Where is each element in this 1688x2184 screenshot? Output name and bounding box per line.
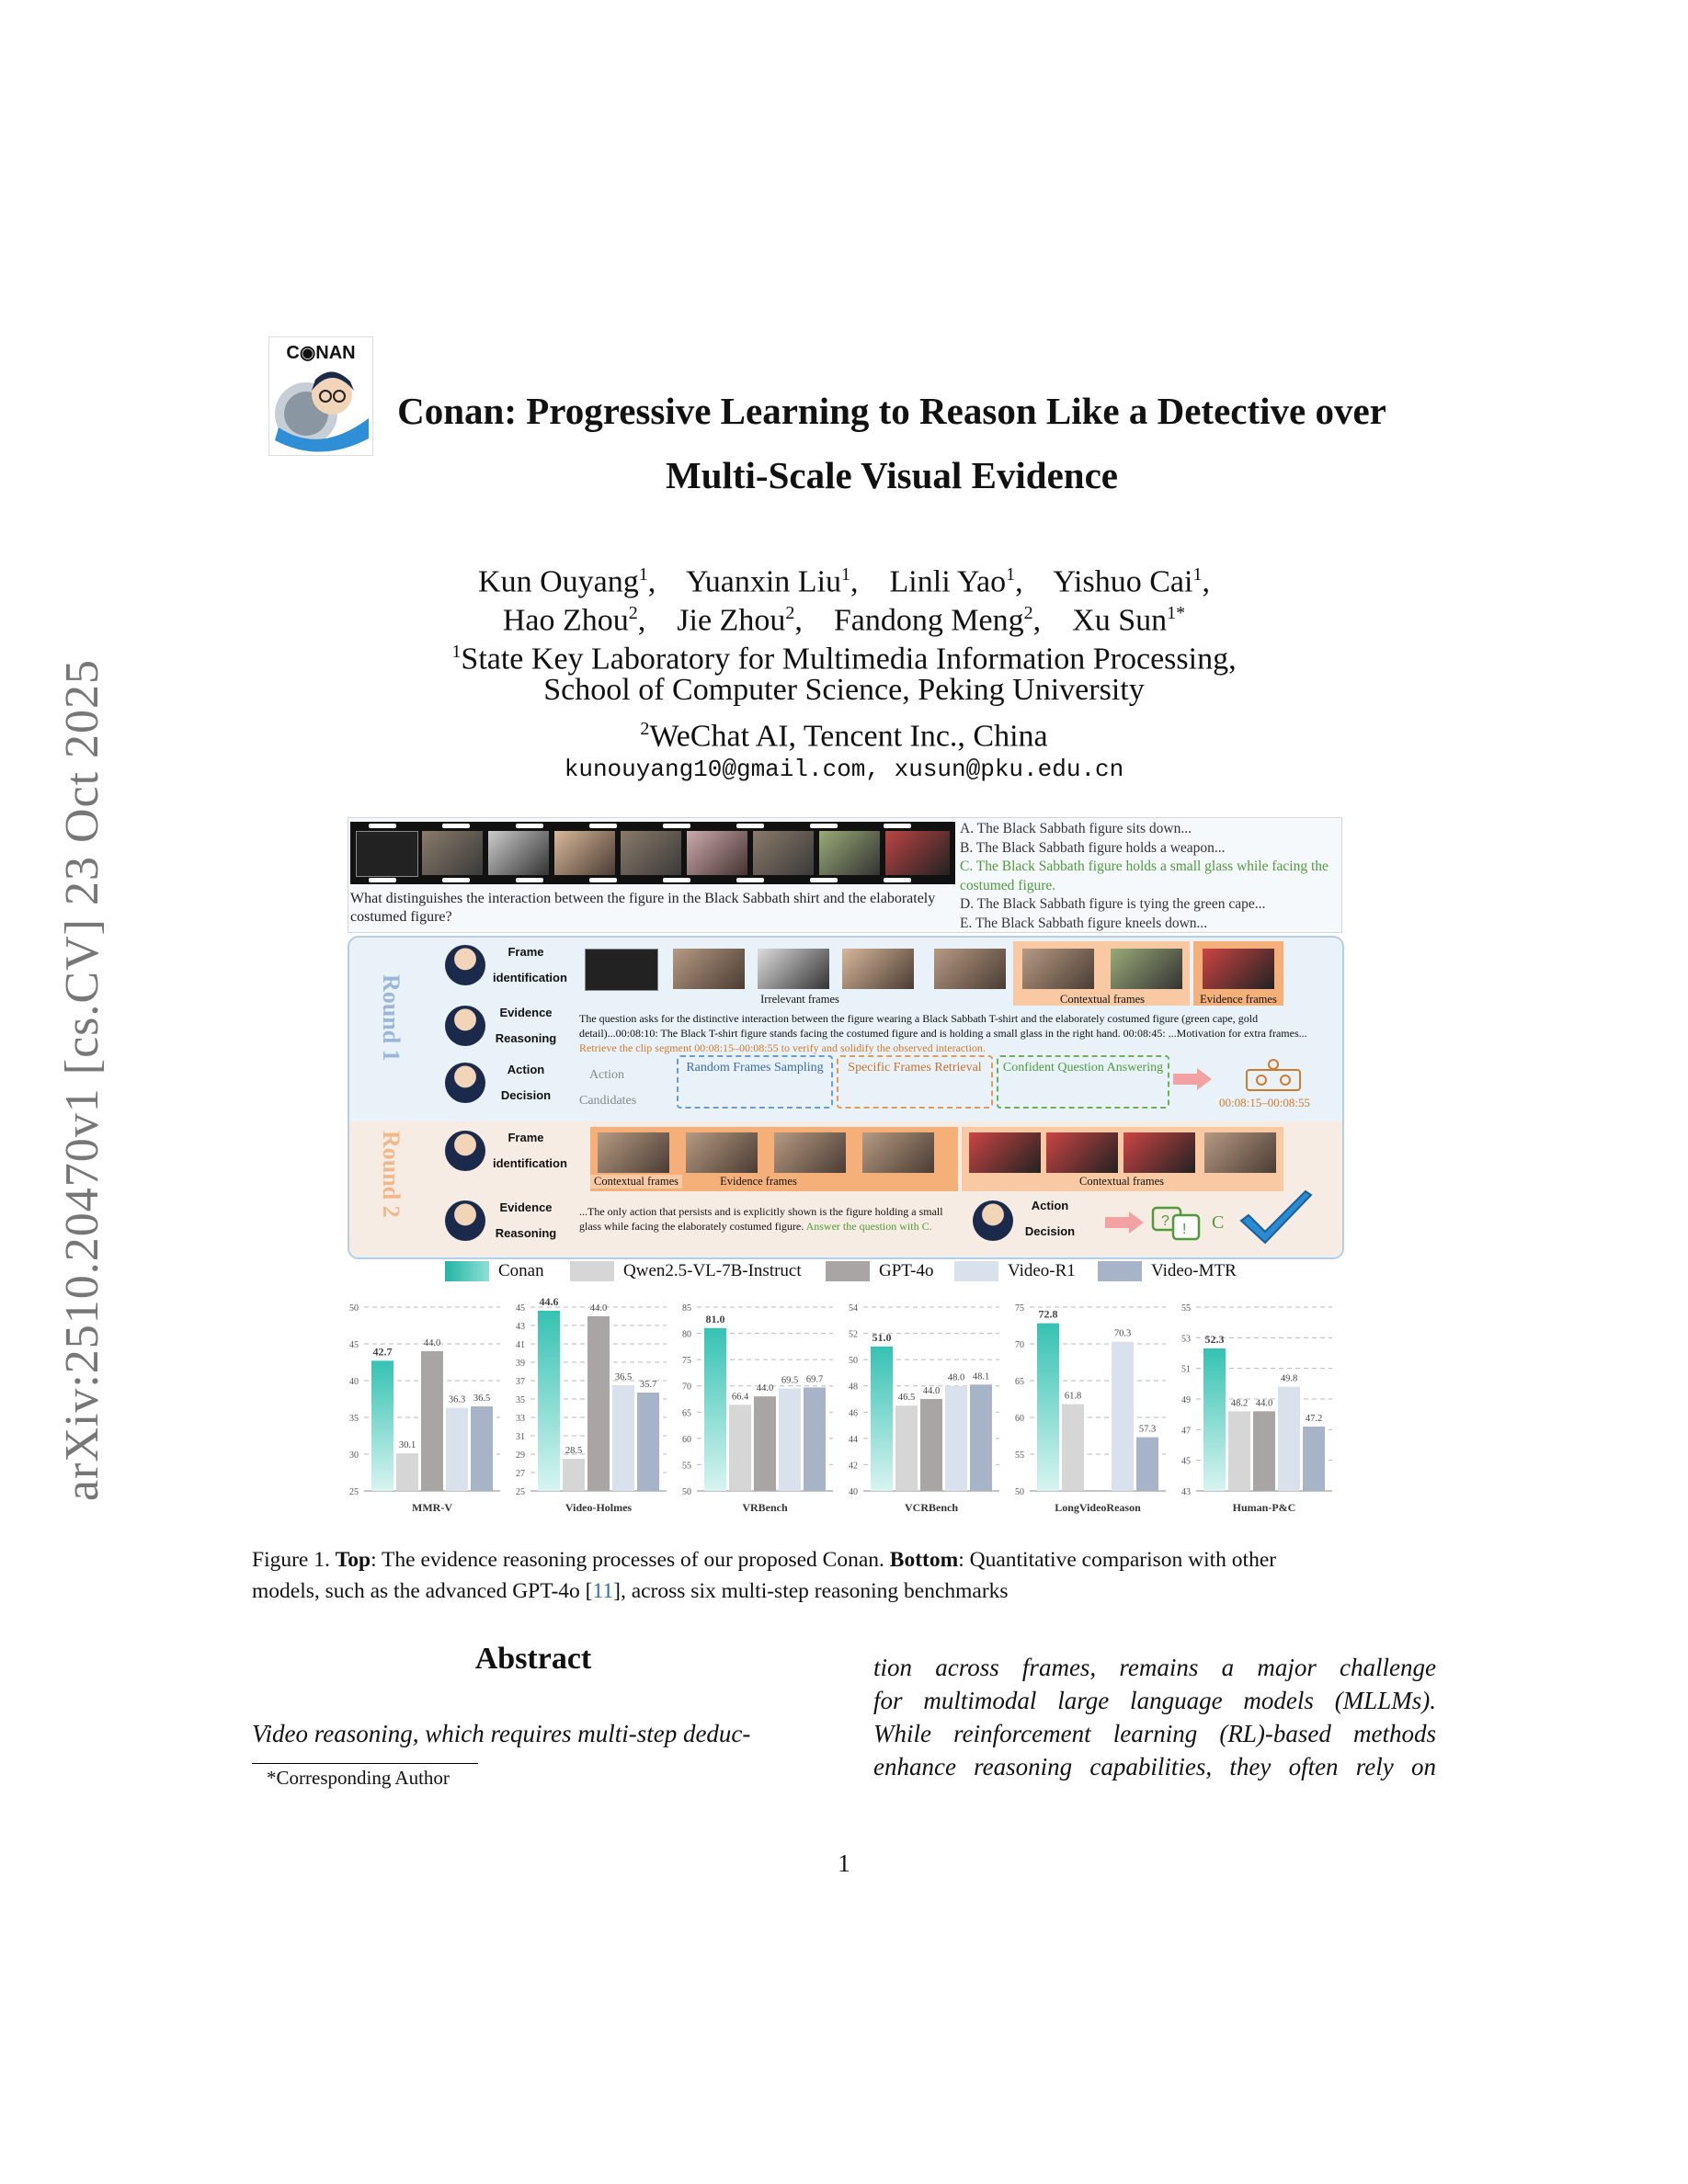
y-tick-label: 65	[1015, 1377, 1024, 1387]
y-tick-label: 49	[1181, 1395, 1191, 1405]
film-frame	[488, 831, 549, 875]
option-c-correct: C. The Black Sabbath figure holds a small glass while facing the costumed figure.	[960, 859, 1329, 893]
film-frame	[819, 831, 880, 875]
author-name: Hao Zhou	[502, 603, 629, 638]
bar-video-mtr	[970, 1384, 992, 1491]
author-aff: 1	[1006, 564, 1016, 585]
answer-letter: C	[1212, 1212, 1225, 1233]
arrow-right-icon	[1173, 1068, 1214, 1090]
y-tick-label: 50	[682, 1487, 691, 1497]
bar-qwen2-5-vl-7b-instruct	[729, 1405, 751, 1491]
frame-thumb	[842, 949, 914, 989]
detective-avatar-icon	[445, 1006, 485, 1046]
bar-gpt-4o	[587, 1316, 610, 1491]
citation-link[interactable]: 11	[592, 1579, 614, 1603]
bar-qwen2-5-vl-7b-instruct	[396, 1453, 418, 1491]
frame-thumb	[673, 949, 745, 989]
detective-avatar-icon	[445, 1200, 485, 1241]
abstract-heading: Abstract	[474, 1642, 592, 1676]
legend-label: Video-R1	[1008, 1261, 1076, 1280]
frame-identification-label: Frame identification	[493, 945, 567, 984]
action-candidates-label: Action Candidates	[579, 1068, 637, 1108]
frame-thumb	[585, 949, 658, 991]
abstract-line: tion across frames, remains a major challenge	[873, 1654, 1436, 1681]
footnote: *Corresponding Author	[267, 1767, 450, 1789]
y-tick-label: 60	[1015, 1414, 1024, 1424]
paper-title	[349, 379, 1434, 507]
film-frame	[687, 831, 747, 875]
reasoning-highlight: Answer the question with C.	[805, 1220, 932, 1233]
data-label: 44.0	[1255, 1398, 1273, 1409]
affiliation-1-line-1: $^1$State Key Laboratory for Multimedia Information Processing,	[451, 642, 1237, 677]
reasoning-highlight: Retrieve the clip segment 00:08:15–00:08:55 to verify and solidify the observed interaction.	[579, 1041, 986, 1054]
data-label: 44.0	[589, 1303, 608, 1314]
y-tick-label: 40	[849, 1487, 858, 1497]
title-line-1: Conan: Progressive Learning to Reason Like a Detective over	[397, 390, 1386, 432]
data-label: 57.3	[1138, 1424, 1157, 1435]
y-tick-label: 43	[1181, 1487, 1191, 1497]
bar-video-mtr	[471, 1406, 493, 1491]
x-axis-label: Video-Holmes	[565, 1501, 633, 1514]
svg-text:?: ?	[1161, 1213, 1169, 1229]
data-label: 70.3	[1113, 1328, 1132, 1339]
y-tick-label: 29	[516, 1450, 525, 1461]
reasoning-panel	[348, 936, 1344, 1259]
bar-qwen2-5-vl-7b-instruct	[563, 1459, 585, 1491]
detective-avatar-icon	[445, 1063, 485, 1103]
page-number: 1	[838, 1849, 850, 1877]
frame-thumb	[934, 949, 1006, 989]
author-aff: 2	[1023, 603, 1033, 623]
footnote-rule	[252, 1763, 478, 1764]
authors-line-2: Hao Zhou$^2$, Jie Zhou$^2$, Fandong Meng$^2$, Xu Sun$^{1*}$	[502, 603, 1186, 638]
bar-gpt-4o	[1253, 1411, 1275, 1491]
frame-identification-label: Frame identification	[493, 1131, 567, 1170]
option-e: E. The Black Sabbath figure kneels down...	[960, 915, 1208, 931]
affiliation-text: WeChat AI, Tencent Inc., China	[649, 719, 1048, 754]
bar-conan	[871, 1347, 893, 1491]
author-aff: 1	[1192, 564, 1203, 585]
bar-gpt-4o	[920, 1399, 942, 1491]
reasoning-text: The question asks for the distinctive interaction between the figure wearing a Black Sabbath T-shirt and the elaborately costumed figure (green cape, gold detail)...00:08:10: The Black T-shirt figure stands facing the costumed figure and is holding a small glass in the right hand. 00:08:45: ...Motivation for extra frames...	[579, 1012, 1307, 1040]
frame-thumb	[686, 1132, 758, 1173]
legend-item	[445, 1261, 544, 1281]
y-tick-label: 50	[1015, 1487, 1024, 1497]
author-name: Fandong Meng	[833, 603, 1024, 638]
option-b: B. The Black Sabbath figure holds a weapon...	[960, 839, 1226, 856]
question-text: What distinguishes the interaction between the figure in the Black Sabbath shirt and the elaborately costumed figure?	[350, 891, 936, 925]
round-2-label: Round 2	[378, 1131, 405, 1218]
caption-bottom-bold: Bottom	[889, 1548, 959, 1572]
author-name: Linli Yao	[889, 564, 1007, 599]
bar-video-r1	[446, 1408, 468, 1491]
frame-thumb	[1022, 949, 1094, 989]
data-label: 35.7	[639, 1380, 657, 1390]
data-label: 36.5	[614, 1372, 633, 1382]
caption-text: : Quantitative comparison with other	[958, 1548, 1277, 1572]
data-label: 48.0	[947, 1372, 965, 1383]
bar-video-mtr	[1136, 1438, 1158, 1491]
frame-thumb	[969, 1132, 1041, 1173]
y-tick-label: 31	[516, 1432, 525, 1442]
y-tick-label: 25	[516, 1487, 525, 1497]
bar-conan	[1203, 1348, 1226, 1491]
evidence-frames-label: Evidence frames	[1200, 993, 1277, 1006]
legend-item	[826, 1261, 933, 1281]
legend-item	[570, 1261, 802, 1281]
specific-frames-retrieval-box: Specific Frames Retrieval	[837, 1055, 993, 1109]
bar-video-r1	[1278, 1387, 1300, 1491]
film-frame	[753, 831, 814, 875]
figure-caption-line-1	[252, 1544, 1436, 1575]
detective-avatar-icon	[445, 1131, 485, 1171]
y-tick-label: 45	[349, 1340, 359, 1350]
bar-conan	[538, 1311, 560, 1491]
y-tick-label: 25	[349, 1487, 359, 1497]
y-tick-label: 65	[682, 1408, 691, 1419]
data-label: 48.2	[1230, 1398, 1249, 1409]
bar-conan	[371, 1360, 393, 1491]
title-line-2: Multi-Scale Visual Evidence	[666, 454, 1118, 496]
bar-video-mtr	[1303, 1427, 1325, 1491]
frame-thumb	[774, 1132, 846, 1173]
film-frame	[554, 831, 615, 875]
film-frame	[885, 831, 950, 875]
legend-swatch	[1098, 1261, 1142, 1281]
author-aff: 1*	[1167, 603, 1186, 623]
data-label: 69.5	[781, 1375, 799, 1386]
data-label: 52.3	[1204, 1333, 1225, 1346]
action-decision-label: Action Decision	[500, 1063, 552, 1102]
affiliation-1-line-2: School of Computer Science, Peking University	[543, 673, 1145, 707]
data-label: 61.8	[1064, 1391, 1082, 1402]
author-name: Yuanxin Liu	[685, 564, 842, 599]
data-label: 46.5	[897, 1393, 916, 1404]
random-frames-sampling-box: Random Frames Sampling	[677, 1055, 833, 1109]
abstract-left-column: Video reasoning, which requires multi-step deduc-	[252, 1720, 751, 1747]
author-aff: 1	[638, 564, 648, 585]
y-tick-label: 44	[849, 1434, 858, 1445]
frame-thumb	[1111, 949, 1182, 989]
author-aff: 2	[785, 603, 795, 623]
x-axis-label: LongVideoReason	[1055, 1501, 1141, 1514]
emails: kunouyang10@gmail.com, xusun@pku.edu.cn	[564, 756, 1124, 783]
y-tick-label: 70	[682, 1382, 691, 1393]
legend-item	[1098, 1261, 1237, 1281]
data-label: 44.0	[922, 1386, 941, 1396]
y-tick-label: 37	[516, 1377, 525, 1387]
y-tick-label: 35	[516, 1395, 525, 1405]
contextual-frames-label: Contextual frames	[1060, 993, 1145, 1006]
data-label: 72.8	[1038, 1307, 1058, 1321]
bar-gpt-4o	[421, 1351, 443, 1491]
abstract-line: enhance reasoning capabilities, they often rely on	[873, 1753, 1436, 1780]
affiliation-2: $^2$WeChat AI, Tencent Inc., China	[640, 719, 1048, 754]
detective-avatar-icon	[445, 945, 485, 985]
frame-thumb	[758, 949, 829, 989]
legend-swatch	[826, 1261, 870, 1281]
action-decision-label: Action Decision	[1024, 1199, 1076, 1238]
authors-line-1: Kun Ouyang$^1$, Yuanxin Liu$^1$, Linli Yao$^1$, Yishuo Cai$^1$,	[478, 564, 1210, 599]
round1-reasoning-text	[579, 1011, 1315, 1055]
caption-text: models, such as the advanced GPT-4o [	[252, 1579, 593, 1603]
contextual-frames-label: Contextual frames	[1079, 1175, 1164, 1188]
y-tick-label: 41	[516, 1340, 525, 1350]
legend-label: Video-MTR	[1151, 1261, 1237, 1280]
legend-label: Conan	[498, 1261, 544, 1280]
y-tick-label: 50	[349, 1303, 359, 1314]
reasoning-text: ...The only action that persists and is explicitly shown is the figure holding a small glass while facing the elaborately costumed figure.	[579, 1205, 943, 1233]
author-aff: 1	[841, 564, 851, 585]
frame-thumb	[1204, 1132, 1276, 1173]
bar-video-r1	[779, 1389, 801, 1491]
bar-video-r1	[1112, 1342, 1134, 1491]
y-tick-label: 85	[682, 1303, 691, 1314]
author-name: Kun Ouyang	[478, 564, 639, 599]
frame-thumb	[1123, 1132, 1195, 1173]
data-label: 48.1	[972, 1371, 990, 1382]
bar-video-r1	[612, 1385, 634, 1491]
y-tick-label: 54	[849, 1303, 858, 1314]
y-tick-label: 60	[682, 1434, 691, 1445]
frame-thumb	[1046, 1132, 1118, 1173]
bar-gpt-4o	[754, 1396, 776, 1491]
author-aff: 2	[628, 603, 638, 623]
y-tick-label: 50	[849, 1356, 858, 1367]
legend-label: Qwen2.5-VL-7B-Instruct	[623, 1261, 802, 1280]
data-label: 49.8	[1280, 1373, 1298, 1384]
frame-thumb	[1203, 949, 1274, 989]
y-tick-label: 55	[1015, 1450, 1024, 1461]
contextual-frames-label: Contextual frames	[590, 1175, 682, 1189]
y-tick-label: 80	[682, 1329, 691, 1340]
arxiv-identifier: arXiv:2510.20470v1 [cs.CV] 23 Oct 2025	[56, 658, 108, 1502]
y-tick-label: 55	[682, 1461, 691, 1472]
y-tick-label: 30	[349, 1450, 359, 1461]
data-label: 36.3	[448, 1394, 466, 1405]
y-tick-label: 27	[516, 1469, 525, 1479]
figure-caption-line-2	[252, 1575, 1436, 1607]
film-frame	[356, 831, 418, 877]
caption-text: : The evidence reasoning processes of our proposed Conan.	[371, 1548, 884, 1572]
film-frame	[422, 831, 483, 875]
x-axis-label: VRBench	[742, 1501, 788, 1514]
caption-label: Figure 1.	[252, 1548, 330, 1572]
data-label: 81.0	[705, 1312, 725, 1325]
bar-qwen2-5-vl-7b-instruct	[1062, 1405, 1084, 1491]
bar-conan	[704, 1328, 726, 1491]
y-tick-label: 51	[1181, 1364, 1191, 1375]
irrelevant-frames-label: Irrelevant frames	[760, 993, 839, 1006]
author-name: Xu Sun	[1072, 603, 1168, 638]
round2-reasoning-text	[579, 1204, 965, 1234]
y-tick-label: 75	[1015, 1303, 1024, 1314]
answer-options	[960, 820, 1339, 933]
legend-item	[954, 1261, 1076, 1281]
y-tick-label: 35	[349, 1414, 359, 1424]
abstract-line: While reinforcement learning (RL)-based methods	[873, 1720, 1436, 1747]
x-axis-label: VCRBench	[904, 1501, 959, 1514]
option-a: A. The Black Sabbath figure sits down...	[960, 821, 1192, 836]
legend-label: GPT-4o	[879, 1261, 934, 1280]
film-frame	[621, 831, 681, 875]
checkmark-icon	[1237, 1189, 1315, 1248]
y-tick-label: 46	[849, 1408, 858, 1419]
caption-top-bold: Top	[335, 1548, 371, 1572]
y-tick-label: 47	[1181, 1426, 1191, 1437]
logo-text: C◉NAN	[286, 343, 356, 363]
data-label: 51.0	[872, 1330, 892, 1344]
data-label: 42.7	[372, 1345, 393, 1359]
affiliation-text: State Key Laboratory for Multimedia Information Processing,	[461, 642, 1237, 677]
y-tick-label: 33	[516, 1414, 525, 1424]
arrow-right-icon	[1105, 1211, 1146, 1234]
chart-legend	[439, 1261, 1267, 1289]
bar-conan	[1037, 1324, 1059, 1491]
data-label: 28.5	[565, 1446, 583, 1456]
y-tick-label: 45	[1181, 1456, 1191, 1467]
author-name: Jie Zhou	[677, 603, 786, 638]
question-answer-icon	[1149, 1200, 1206, 1245]
bar-video-r1	[945, 1386, 967, 1491]
abstract-line: for multimodal large language models (MLLMs).	[873, 1687, 1436, 1714]
bar-video-mtr	[637, 1393, 659, 1491]
benchmark-bar-charts	[340, 1294, 1342, 1524]
y-tick-label: 53	[1181, 1334, 1191, 1345]
data-label: 47.2	[1305, 1414, 1323, 1424]
y-tick-label: 52	[849, 1329, 858, 1340]
legend-swatch	[570, 1261, 614, 1281]
y-tick-label: 70	[1015, 1340, 1024, 1350]
evidence-reasoning-label: Evidence Reasoning	[495, 1200, 557, 1240]
evidence-reasoning-label: Evidence Reasoning	[495, 1006, 557, 1045]
x-axis-label: MMR-V	[412, 1501, 452, 1514]
y-tick-label: 48	[849, 1382, 858, 1393]
frame-thumb	[598, 1132, 669, 1173]
data-label: 36.5	[473, 1393, 491, 1404]
option-d: D. The Black Sabbath figure is tying the green cape...	[960, 896, 1266, 912]
x-axis-label: Human-P&C	[1232, 1501, 1296, 1514]
frame-thumb	[862, 1132, 934, 1173]
data-label: 69.7	[805, 1374, 824, 1385]
confident-answering-box: Confident Question Answering	[997, 1055, 1169, 1109]
evidence-frames-label: Evidence frames	[720, 1175, 797, 1188]
bar-qwen2-5-vl-7b-instruct	[1228, 1411, 1250, 1491]
data-label: 66.4	[731, 1392, 749, 1403]
y-tick-label: 39	[516, 1359, 525, 1369]
author-name: Yishuo Cai	[1053, 564, 1193, 599]
data-label: 44.6	[539, 1295, 559, 1308]
round-1-label: Round 1	[378, 974, 405, 1062]
y-tick-label: 75	[682, 1356, 691, 1367]
y-tick-label: 45	[516, 1303, 525, 1314]
y-tick-label: 42	[849, 1461, 858, 1472]
abstract-right-column	[873, 1651, 1436, 1783]
retrieval-time-range: 00:08:15–00:08:55	[1219, 1096, 1310, 1109]
data-label: 44.0	[756, 1383, 774, 1394]
y-tick-label: 55	[1181, 1303, 1191, 1314]
bar-qwen2-5-vl-7b-instruct	[895, 1405, 918, 1491]
legend-swatch	[445, 1261, 489, 1281]
y-tick-label: 40	[349, 1377, 359, 1387]
bar-video-mtr	[804, 1387, 826, 1491]
svg-text:!: !	[1182, 1222, 1187, 1237]
y-tick-label: 43	[516, 1322, 525, 1332]
detective-avatar-icon	[973, 1200, 1013, 1241]
legend-swatch	[954, 1261, 998, 1281]
video-filmstrip	[350, 822, 955, 884]
data-label: 30.1	[398, 1440, 416, 1451]
question-panel	[348, 817, 1342, 933]
video-retrieval-icon	[1243, 1059, 1304, 1094]
caption-text: ], across six multi-step reasoning benchmarks	[613, 1579, 1009, 1603]
data-label: 44.0	[423, 1338, 441, 1348]
